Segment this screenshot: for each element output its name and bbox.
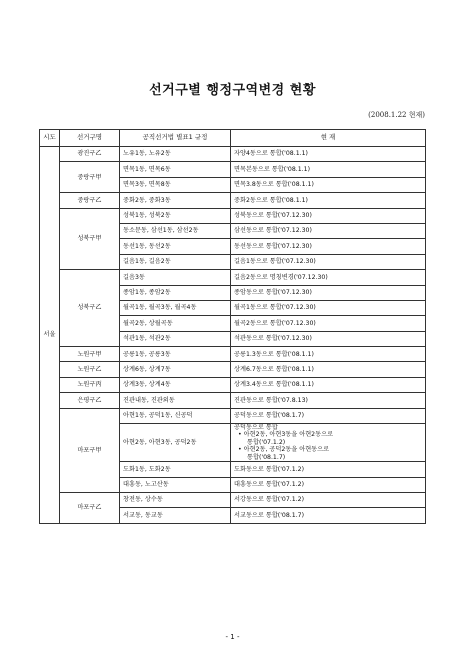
district-name-cell: 마포구甲 [60, 408, 120, 492]
current-status-cell: 공릉1.3동으로 통합('08.1.1) [231, 347, 426, 362]
district-name-cell: 성북구乙 [60, 270, 120, 347]
district-name-cell: 광진구乙 [60, 147, 120, 162]
current-status-line: • 아현2동, 공덕2동을 아현동으로 [238, 446, 330, 454]
table-row [40, 208, 426, 223]
law-rule-cell: 석관1동, 석관2동 [120, 331, 231, 346]
table-row [40, 147, 426, 162]
current-status-line: 통합('08.1.7) [247, 453, 286, 461]
current-status-cell [231, 424, 426, 462]
law-rule-cell: 아현1동, 공덕1동, 신공덕 [120, 408, 231, 423]
current-status-cell: 길음1동으로 통합('07.12.30) [231, 254, 426, 269]
law-rule-cell: 성북1동, 성북2동 [120, 208, 231, 223]
district-name-cell: 노원구丙 [60, 377, 120, 392]
law-rule-cell: 길음1동, 길음2동 [120, 254, 231, 269]
law-rule-cell: 아현2동, 아현3동, 공덕2동 [120, 424, 231, 462]
date-note: (2008.1.22 현재) [368, 111, 425, 119]
law-rule-cell: 상계6동, 상계7동 [120, 362, 231, 377]
district-name-cell: 은평구乙 [60, 393, 120, 408]
law-rule-cell: 월곡1동, 월곡3동, 월곡4동 [120, 300, 231, 315]
district-name-cell: 중랑구乙 [60, 193, 120, 208]
table-row [40, 347, 426, 362]
law-rule-cell: 월곡2동, 상월곡동 [120, 316, 231, 331]
page-number: - 1 - [225, 633, 240, 641]
current-status-cell: 삼선동으로 통합('07.12.30) [231, 223, 426, 238]
table-row [40, 393, 426, 408]
current-status-cell: 상계6.7동으로 통합('08.1.1) [231, 362, 426, 377]
law-rule-cell: 중화2동, 중화3동 [120, 193, 231, 208]
current-status-cell: 중화2동으로 통합('08.1.1) [231, 193, 426, 208]
current-status-line: • 아현2동, 아현3동을 아현2동으로 [238, 431, 334, 439]
current-status-cell: 월곡2동으로 통합('07.12.30) [231, 316, 426, 331]
district-change-table [39, 129, 426, 524]
law-rule-cell: 노유1동, 노유2동 [120, 147, 231, 162]
table-row [40, 193, 426, 208]
district-name-cell: 성북구甲 [60, 208, 120, 270]
current-status-cell: 도화동으로 통합('07.1.2) [231, 462, 426, 477]
district-name-cell: 중랑구甲 [60, 162, 120, 193]
law-rule-cell: 서교동, 동교동 [120, 508, 231, 523]
current-status-cell: 서교동으로 통합('08.1.7) [231, 508, 426, 523]
law-rule-cell: 공릉1동, 공릉3동 [120, 347, 231, 362]
table-row [40, 362, 426, 377]
table-row [40, 377, 426, 392]
law-rule-cell: 도화1동, 도화2동 [120, 462, 231, 477]
header-current: 현 재 [231, 130, 426, 147]
current-status-cell: 면목본동으로 통합('08.1.1) [231, 162, 426, 177]
district-name-cell: 마포구乙 [60, 493, 120, 524]
law-rule-cell: 창전동, 상수동 [120, 493, 231, 508]
law-rule-cell: 길음3동 [120, 270, 231, 285]
current-status-cell: 진관동으로 통합('07.8.13) [231, 393, 426, 408]
current-status-line: 공덕동으로 통합 [234, 424, 278, 432]
header-district: 선거구명 [60, 130, 120, 147]
current-status-line: 통합('07.1.2) [247, 438, 286, 446]
table-row [40, 408, 426, 423]
current-status-cell: 상계3.4동으로 통합('08.1.1) [231, 377, 426, 392]
law-rule-cell: 동선1동, 동선2동 [120, 239, 231, 254]
table-header-row [40, 130, 426, 147]
current-status-cell: 서강동으로 통합('07.1.2) [231, 493, 426, 508]
current-status-cell: 길음2동으로 명칭변경('07.12.30) [231, 270, 426, 285]
law-rule-cell: 면목1동, 면목6동 [120, 162, 231, 177]
law-rule-cell: 종암1동, 종암2동 [120, 285, 231, 300]
current-status-cell: 성북동으로 통합('07.12.30) [231, 208, 426, 223]
law-rule-cell: 동소문동, 삼선1동, 삼선2동 [120, 223, 231, 238]
header-sido: 시도 [40, 130, 60, 147]
page-title: 선거구별 행정구역변경 현황 [149, 83, 316, 98]
district-name-cell: 노원구乙 [60, 362, 120, 377]
current-status-cell: 대흥동으로 통합('07.1.2) [231, 477, 426, 492]
current-status-cell: 면목3.8동으로 통합('08.1.1) [231, 177, 426, 192]
law-rule-cell: 대흥동, 노고산동 [120, 477, 231, 492]
current-status-cell: 동선동으로 통합('07.12.30) [231, 239, 426, 254]
sido-cell: 서울 [40, 147, 60, 524]
current-status-cell: 종암동으로 통합('07.12.30) [231, 285, 426, 300]
header-law-rule: 공직선거법 별표1 규정 [120, 130, 231, 147]
district-name-cell: 노원구甲 [60, 347, 120, 362]
current-status-cell: 월곡1동으로 통합('07.12.30) [231, 300, 426, 315]
current-status-cell: 석관동으로 통합('07.12.30) [231, 331, 426, 346]
law-rule-cell: 진관내동, 진관외동 [120, 393, 231, 408]
law-rule-cell: 상계3동, 상계4동 [120, 377, 231, 392]
current-status-cell: 공덕동으로 통합('08.1.7) [231, 408, 426, 423]
table-row [40, 162, 426, 177]
table-body [40, 147, 426, 524]
current-status-cell: 자양4동으로 통합('08.1.1) [231, 147, 426, 162]
table-row [40, 270, 426, 285]
law-rule-cell: 면목3동, 면목8동 [120, 177, 231, 192]
table-row [40, 493, 426, 508]
